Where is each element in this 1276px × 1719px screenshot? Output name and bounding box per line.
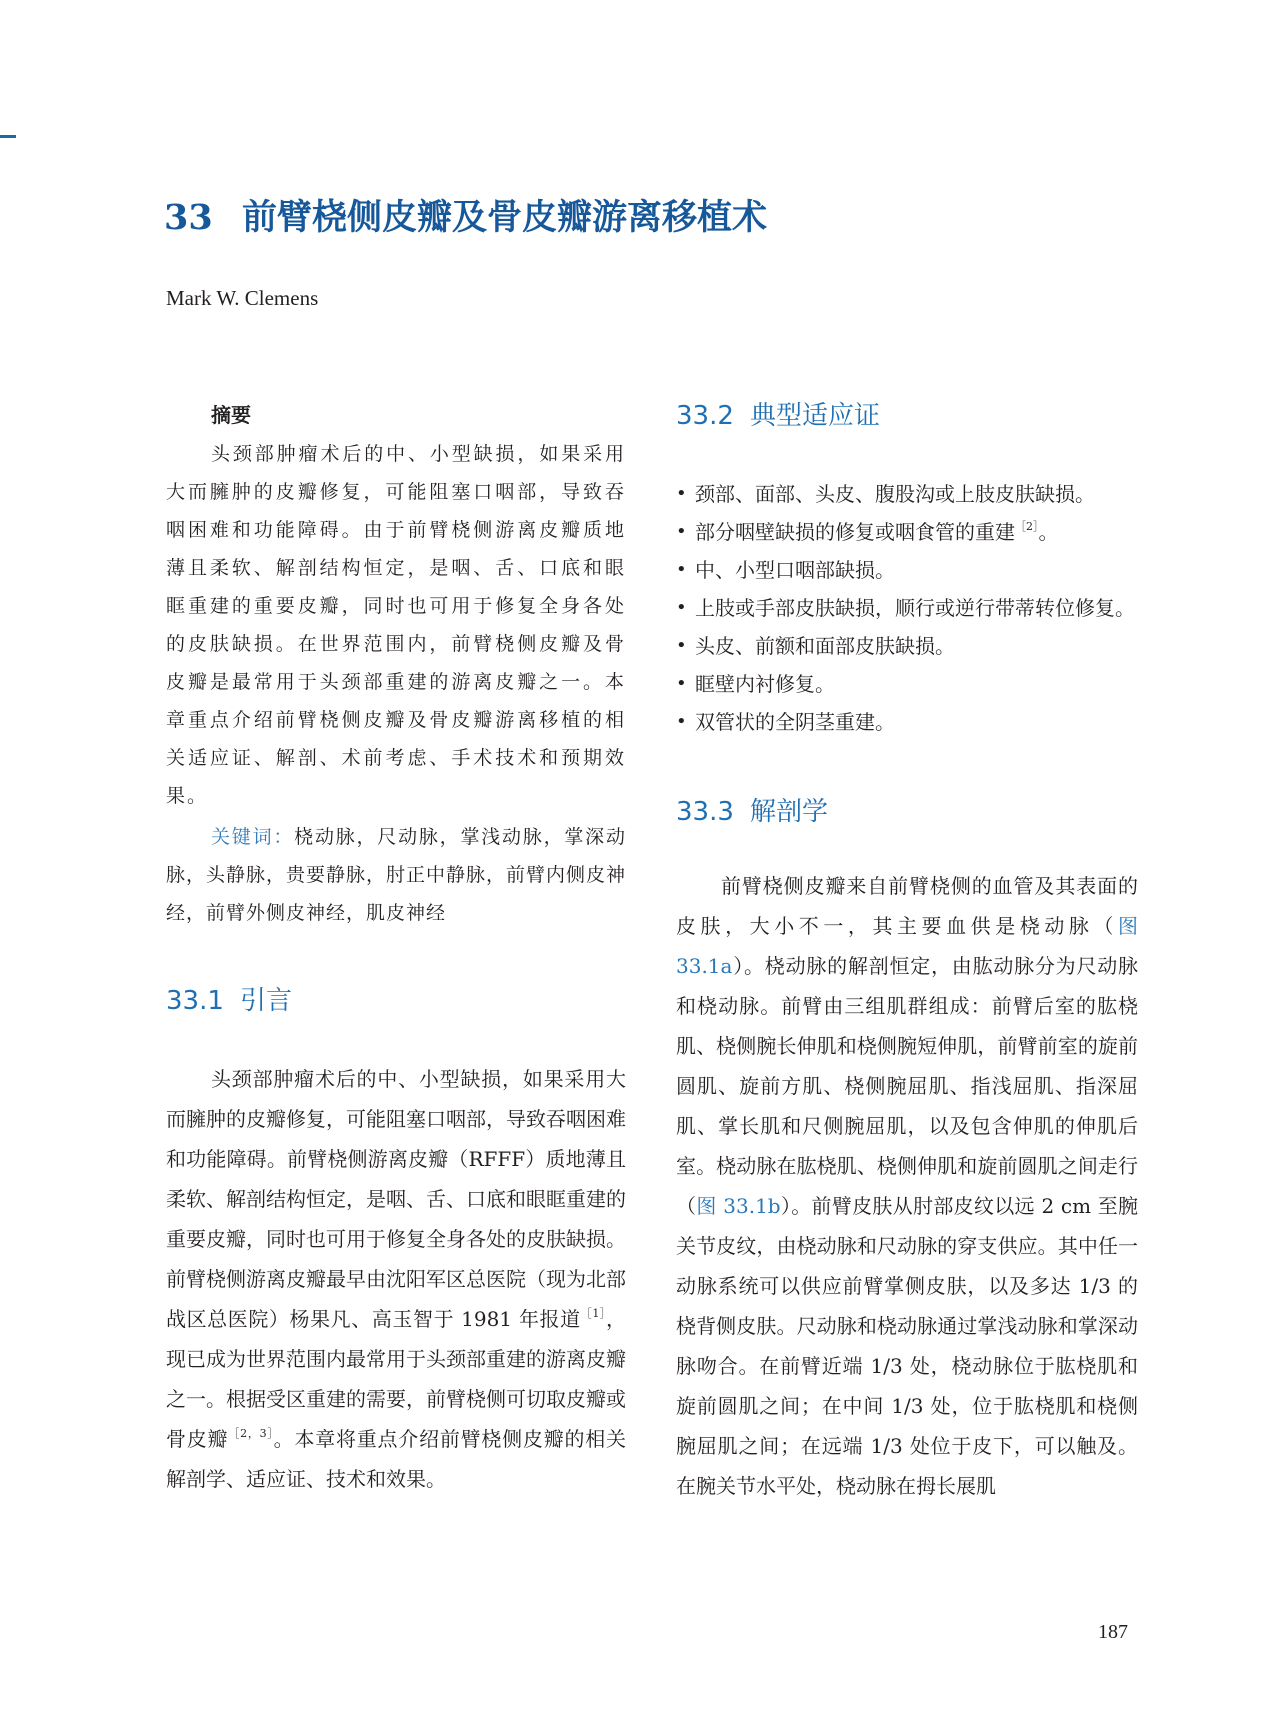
list-item	[676, 513, 1138, 551]
anatomy-text-a: 前臂桡侧皮瓣来自前臂桡侧的血管及其表面的皮肤，大小不一，其主要血供是桡动脉（	[676, 874, 1138, 938]
figure-link-33-1b[interactable]: 图 33.1b	[696, 1194, 781, 1218]
intro-text-c: 。本章将重点介绍前臂桡侧皮瓣的相关解剖学、适应证、技术和效果。	[166, 1427, 627, 1491]
chapter-title	[164, 190, 767, 240]
edge-marker	[0, 135, 16, 138]
citation-ref-1: ［1］	[580, 1307, 606, 1320]
list-item: • 颈部、面部、头皮、腹股沟或上肢皮肤缺损。	[676, 475, 1138, 513]
keywords	[166, 818, 626, 932]
figure-link-33-1a[interactable]: 图 33.1a	[676, 914, 1138, 978]
right-column	[676, 395, 1138, 1506]
section-title: 解剖学	[750, 797, 829, 827]
anatomy-text-b: ）。桡动脉的解剖恒定，由肱动脉分为尺动脉和桡动脉。前臂由三组肌群组成：前臂后室的肱桡肌、桡侧腕长伸肌和桡侧腕短伸肌，前臂前室的旋前圆肌、旋前方肌、桡侧腕屈肌、指浅屈肌、指深屈肌、掌长肌和尺侧腕屈肌，以及包含伸肌的伸肌后室。桡动脉在肱桡肌、桡侧伸肌和旋前圆肌之间走行（	[676, 954, 1138, 1218]
section-heading-introduction	[166, 980, 626, 1017]
section-number: 33.2	[676, 401, 734, 431]
section-number: 33.3	[676, 797, 734, 827]
list-item: • 双管状的全阴茎重建。	[676, 703, 1138, 741]
indications-list	[676, 475, 1138, 741]
author: Mark W. Clemens	[166, 286, 319, 310]
section-title: 典型适应证	[750, 401, 881, 431]
intro-text-a: 头颈部肿瘤术后的中、小型缺损，如果采用大而臃肿的皮瓣修复，可能阻塞口咽部，导致吞咽困难和功能障碍。前臂桡侧游离皮瓣（RFFF）质地薄且柔软、解剖结构恒定，是咽、舌、口底和眼眶重建的重要皮瓣，同时也可用于修复全身各处的皮肤缺损。前臂桡侧游离皮瓣最早由沈阳军区总医院（现为北部战区总医院）杨果凡、高玉智于 1981 年报道	[166, 1067, 626, 1331]
abstract-text: 头颈部肿瘤术后的中、小型缺损，如果采用大而臃肿的皮瓣修复，可能阻塞口咽部，导致吞咽困难和功能障碍。由于前臂桡侧游离皮瓣质地薄且柔软、解剖结构恒定，是咽、舌、口底和眼眶重建的重要皮瓣，同时也可用于修复全身各处的皮肤缺损。在世界范围内，前臂桡侧皮瓣及骨皮瓣是最常用于头颈部重建的游离皮瓣之一。本章重点介绍前臂桡侧皮瓣及骨皮瓣游离移植的相关适应证、解剖、术前考虑、手术技术和预期效果。	[166, 443, 626, 807]
list-item: • 上肢或手部皮肤缺损，顺行或逆行带蒂转位修复。	[676, 589, 1138, 627]
chapter-number: 33	[164, 197, 213, 238]
section-heading-indications	[676, 395, 1138, 432]
list-item-text: 部分咽壁缺损的修复或咽食管的重建	[695, 520, 1015, 544]
page-number: 187	[1098, 1621, 1128, 1643]
anatomy-paragraph	[676, 866, 1138, 1506]
citation-ref-2-3: ［2，3］	[228, 1427, 274, 1440]
keywords-text: 桡动脉，尺动脉，掌浅动脉，掌深动脉，头静脉，贵要静脉，肘正中静脉，前臂内侧皮神经，前臂外侧皮神经，肌皮神经	[166, 826, 627, 924]
list-item: • 眶壁内衬修复。	[676, 665, 1138, 703]
intro-text-b: ，现已成为世界范围内最常用于头颈部重建的游离皮瓣之一。根据受区重建的需要，前臂桡侧可切取皮瓣或骨皮瓣	[166, 1307, 626, 1451]
keywords-label: 关键词：	[211, 826, 295, 848]
anatomy-text-c: ）。前臂皮肤从肘部皮纹以远 2 cm 至腕关节皮纹，由桡动脉和尺动脉的穿支供应。其中任一动脉系统可以供应前臂掌侧皮肤，以及多达 1/3 的桡背侧皮肤。尺动脉和桡动脉通过掌浅动脉和掌深动脉吻合。在前臂近端 1/3 处，桡动脉位于肱桡肌和旋前圆肌之间；在中间 1/3 处，位于肱桡肌和桡侧腕屈肌之间；在远端 1/3 处位于皮下，可以触及。在腕关节水平处，桡动脉在拇长展肌	[676, 1194, 1138, 1498]
abstract-heading: 摘要	[211, 403, 251, 427]
section-heading-anatomy	[676, 791, 1138, 828]
left-column	[166, 395, 626, 1499]
citation-ref-2: ［2］	[1015, 520, 1039, 533]
chapter-title-text: 前臂桡侧皮瓣及骨皮瓣游离移植术	[242, 197, 768, 238]
list-item-end: 。	[1038, 520, 1059, 544]
list-item: • 中、小型口咽部缺损。	[676, 551, 1138, 589]
section-title: 引言	[240, 986, 293, 1016]
section-number: 33.1	[166, 986, 224, 1016]
list-item: • 头皮、前额和面部皮肤缺损。	[676, 627, 1138, 665]
introduction-paragraph	[166, 1059, 626, 1499]
